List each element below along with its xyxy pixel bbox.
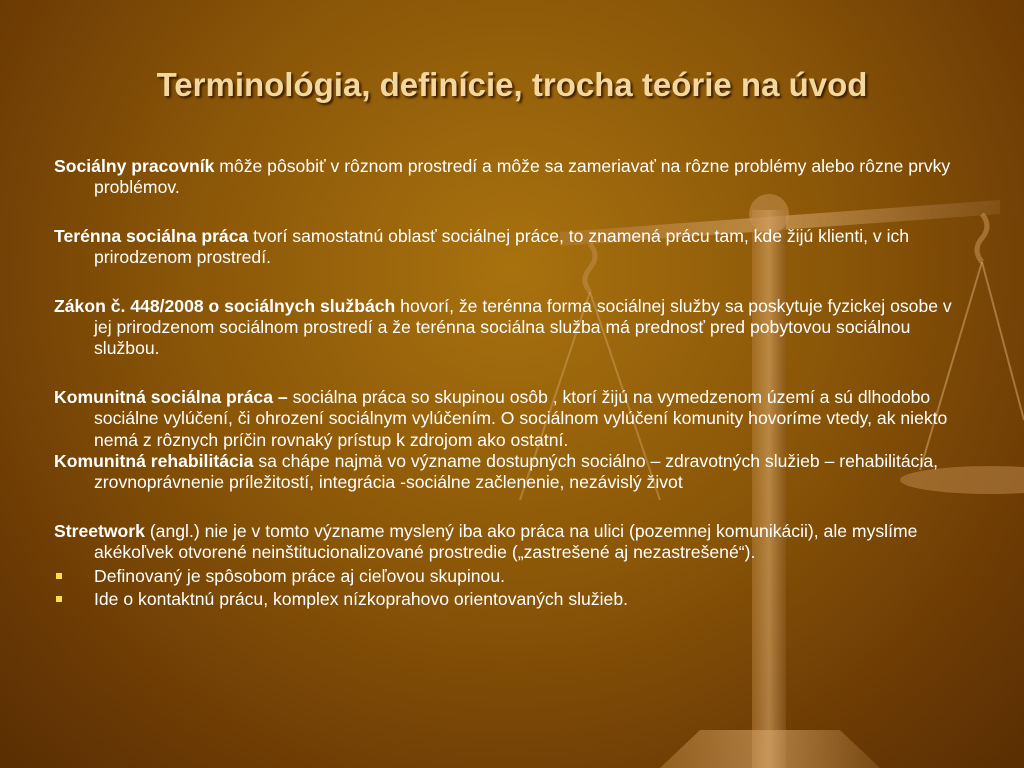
term: Komunitná rehabilitácia (54, 451, 254, 472)
square-bullet-icon (56, 596, 62, 602)
definition: sa chápe najmä vo význame dostupných sociálno – zdravotných služieb – rehabilitácia, zrovnoprávnenie príležitostí, integrácia -sociálne začlenenie, nezávislý život (94, 451, 939, 493)
slide-body (54, 156, 954, 611)
paragraph-community-rehabilitation (54, 451, 954, 494)
bullet-item (54, 589, 954, 610)
definition: sociálna práca so skupinou osôb , ktorí žijú na vymedzenom území a sú dlhodobo sociálne vylúčení, či ohrození sociálnym vylúčením. O sociálnom vylúčení komunity hovoríme vtedy, ak niekto nemá z rôznych príčin rovnaký prístup k zdrojom ako ostatní. (94, 386, 948, 450)
square-bullet-icon (56, 573, 62, 579)
bullet-item (54, 566, 954, 587)
definition: hovorí, že terénna forma sociálnej služby sa poskytuje fyzickej osobe v jej prirodzenom sociálnom prostredí a že terénna sociálna služba má prednosť pred pobytovou sociálnou službou. (94, 295, 952, 359)
definition: môže pôsobiť v rôznom prostredí a môže sa zameriavať na rôzne problémy alebo rôzne prvky problémov. (94, 156, 951, 198)
definition: tvorí samostatnú oblasť sociálnej práce, to znamená prácu tam, kde žijú klienti, v ich prirodzenom prostredí. (94, 225, 910, 268)
term: Sociálny pracovník (54, 156, 215, 176)
bullet-text: Ide o kontaktnú prácu, komplex nízkoprahovo orientovaných služieb. (94, 589, 628, 610)
paragraph-streetwork (54, 521, 954, 564)
term: Komunitná sociálna práca – (54, 386, 288, 407)
paragraph-social-worker (54, 156, 954, 199)
paragraph-law-448-2008 (54, 296, 954, 360)
term: Zákon č. 448/2008 o sociálnych službách (54, 295, 396, 316)
term: Terénna sociálna práca (54, 225, 249, 246)
definition: (angl.) nie je v tomto význame myslený iba ako práca na ulici (pozemnej komunikácii), ale myslíme akékoľvek otvorené neinštitucionalizované prostredie („zastrešené aj nezastrešené“). (94, 520, 918, 563)
bullet-text: Definovaný je spôsobom práce aj cieľovou skupinou. (94, 565, 506, 586)
slide-title: Terminológia, definície, trocha teórie na úvod (156, 66, 868, 103)
paragraph-field-social-work (54, 226, 954, 269)
paragraph-community-social-work (54, 387, 954, 451)
term: Streetwork (54, 520, 145, 541)
